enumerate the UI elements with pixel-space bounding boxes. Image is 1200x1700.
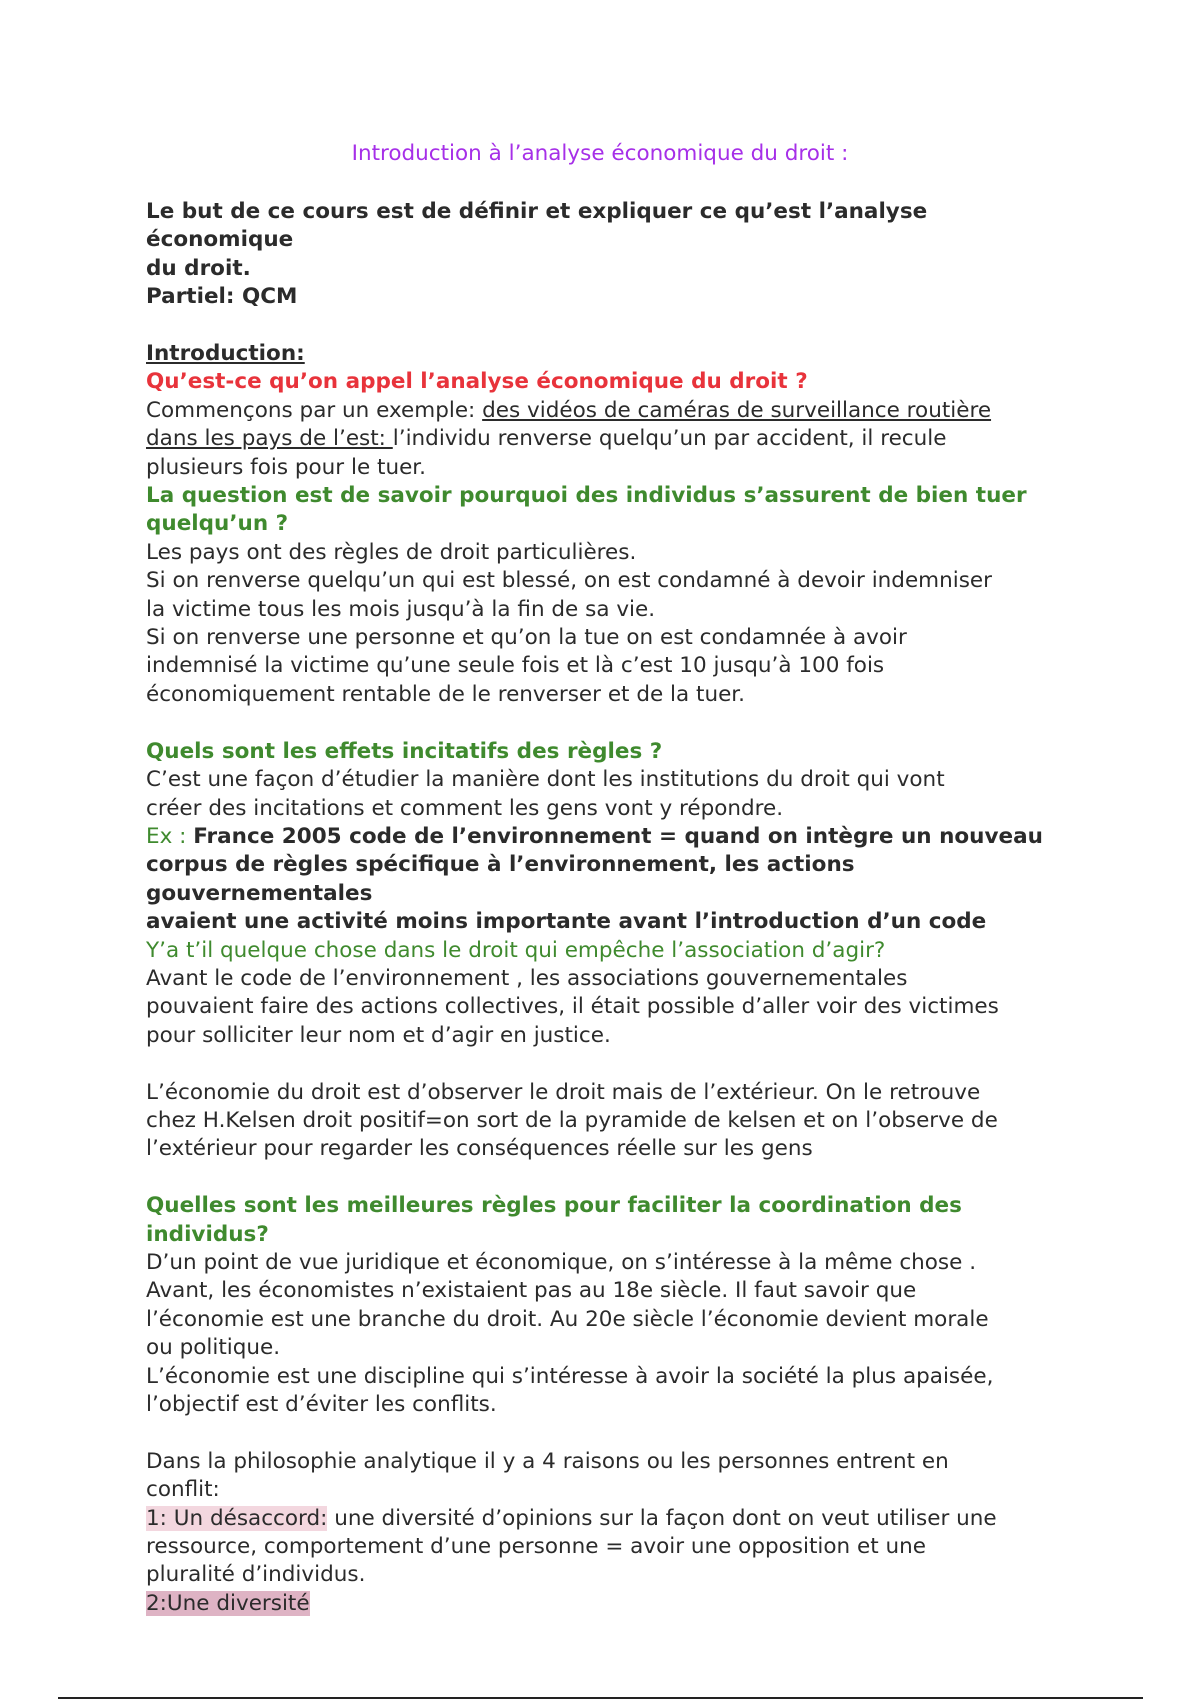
paragraph-kelsen-line-3: l’extérieur pour regarder les conséquences réelle sur les gens — [146, 1136, 813, 1162]
intro-line-1: Le but de ce cours est de définir et expliquer ce qu’est l’analyse économique — [146, 199, 928, 253]
exam-format: Partiel: QCM — [146, 284, 298, 310]
example-environment-line-3: avaient une activité moins importante avant l’introduction d’un code — [146, 909, 987, 935]
example-underlined-2: dans les pays de l’est: — [146, 426, 393, 452]
question-why-kill-line-1: La question est de savoir pourquoi des individus s’assurent de bien tuer — [146, 483, 1027, 509]
highlighted-label-disagreement: 1: Un désaccord: — [146, 1505, 328, 1531]
paragraph-killed-line-3: économiquement rentable de le renverser et de la tuer. — [146, 681, 745, 707]
example-rest: l’individu renverse quelqu’un par accident, il recule — [392, 426, 947, 452]
question-definition: Qu’est-ce qu’on appel l’analyse économique du droit ? — [146, 369, 808, 395]
paragraph-kelsen-line-1: L’économie du droit est d’observer le droit mais de l’extérieur. On le retrouve — [146, 1079, 981, 1105]
example-line-3: plusieurs fois pour le tuer. — [146, 454, 427, 480]
paragraph-conflict-line-2: conflit: — [146, 1477, 220, 1503]
disagreement-line-2: ressource, comportement d’une personne = avoir une opposition et une — [146, 1534, 926, 1560]
question-why-kill-line-2: quelqu’un ? — [146, 511, 289, 537]
question-association: Y’a t’il quelque chose dans le droit qui empêche l’association d’agir? — [146, 937, 886, 963]
example-prefix: Commençons par un exemple: — [146, 397, 483, 423]
paragraph-discipline-line-1: L’économie est une discipline qui s’intéresse à avoir la société la plus apaisée, — [146, 1363, 994, 1389]
paragraph-conflict-line-1: Dans la philosophie analytique il y a 4 raisons ou les personnes entrent en — [146, 1448, 949, 1474]
paragraph-history-line-4: ou politique. — [146, 1335, 281, 1361]
list-item-disagreement — [146, 1505, 1076, 1533]
paragraph-kelsen-line-2: chez H.Kelsen droit positif=on sort de la pyramide de kelsen et on l’observe de — [146, 1107, 998, 1133]
paragraph-history-line-1: D’un point de vue juridique et économique, on s’intéresse à la même chose . — [146, 1249, 977, 1275]
example-line-2 — [146, 425, 1076, 453]
paragraph-history-line-2: Avant, les économistes n’existaient pas au 18e siècle. Il faut savoir que — [146, 1278, 917, 1304]
question-coordination: Quelles sont les meilleures règles pour faciliter la coordination des individus? — [146, 1193, 962, 1247]
paragraph-killed-line-2: indemnisé la victime qu’une seule fois et là c’est 10 jusqu’à 100 fois — [146, 653, 885, 679]
paragraph-injured-line-1: Si on renverse quelqu’un qui est blessé, on est condamné à devoir indemniser — [146, 568, 992, 594]
page-title: Introduction à l’analyse économique du droit : — [351, 141, 849, 166]
paragraph-killed-line-1: Si on renverse une personne et qu’on la tue on est condamnée à avoir — [146, 625, 907, 651]
highlighted-label-diversity: 2:Une diversité — [146, 1590, 310, 1616]
paragraph-associations-line-3: pour solliciter leur nom et d’agir en justice. — [146, 1022, 611, 1048]
document-body — [146, 198, 1076, 1618]
example-line-1 — [146, 397, 1076, 425]
example-environment-text-1: France 2005 code de l’environnement = quand on intègre un nouveau — [193, 823, 1043, 849]
disagreement-text: une diversité d’opinions sur la façon dont on veut utiliser une — [327, 1505, 997, 1531]
section-heading-introduction: Introduction: — [146, 341, 305, 367]
paragraph-history-line-3: l’économie est une branche du droit. Au 20e siècle l’économie devient morale — [146, 1306, 989, 1332]
paragraph-rules: Les pays ont des règles de droit particulières. — [146, 539, 637, 565]
paragraph-injured-line-2: la victime tous les mois jusqu’à la fin de sa vie. — [146, 596, 656, 622]
example-environment-line-1 — [146, 823, 1076, 851]
question-incentives: Quels sont les effets incitatifs des règles ? — [146, 738, 663, 764]
list-item-diversity — [146, 1590, 1076, 1618]
paragraph-associations-line-2: pouvaient faire des actions collectives, il était possible d’aller voir des victimes — [146, 994, 999, 1020]
paragraph-incentives-line-2: créer des incitations et comment les gens vont y répondre. — [146, 795, 784, 821]
paragraph-discipline-line-2: l’objectif est d’éviter les conflits. — [146, 1392, 497, 1417]
example-label: Ex : — [146, 823, 194, 849]
example-underlined-1: des vidéos de caméras de surveillance routière — [482, 397, 992, 423]
paragraph-associations-line-1: Avant le code de l’environnement , les associations gouvernementales — [146, 965, 908, 991]
intro-line-2: du droit. — [146, 255, 251, 281]
paragraph-incentives-line-1: C’est une façon d’étudier la manière dont les institutions du droit qui vont — [146, 767, 945, 793]
example-environment-line-2: corpus de règles spécifique à l’environnement, les actions gouvernementales — [146, 852, 855, 906]
disagreement-line-3: pluralité d’individus. — [146, 1562, 366, 1588]
footer-divider — [58, 1697, 1143, 1699]
